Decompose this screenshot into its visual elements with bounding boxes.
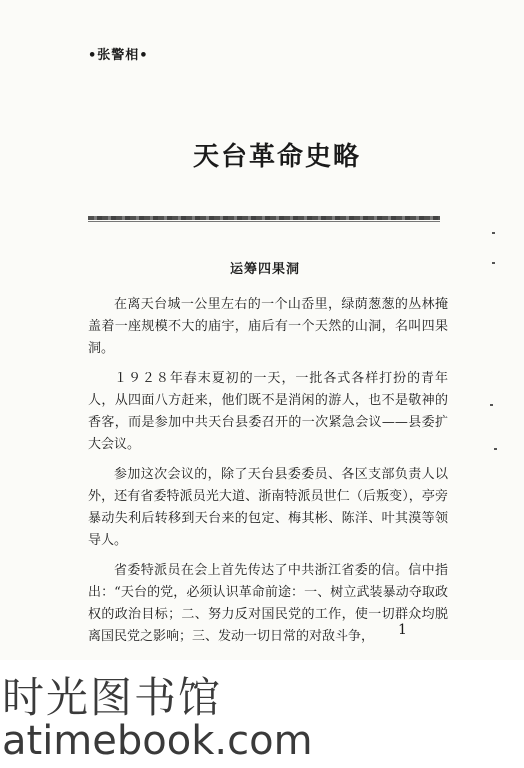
body-text — [88, 294, 448, 656]
paragraph-3: 参加这次会议的，除了天台县委委员、各区支部负责人以外，还有省委特派员光大道、浙南特派员世仁（后叛变），亭旁暴动失利后转移到天台来的包定、梅其彬、陈洋、叶其漠等领导人。 — [88, 467, 448, 548]
paragraph-4: 省委特派员在会上首先传达了中共浙江省委的信。信中指出：“天台的党，必须认识革命前途：一、树立武装暴动夺取政权的政治目标；二、努力反对国民党的工作，使一切群众均脱离国民党之影响；三、发动一切日常的对敌斗争， — [88, 563, 448, 644]
author-byline: •张警相• — [88, 48, 149, 63]
section-heading: 运筹四果洞 — [229, 262, 300, 277]
scan-speck — [494, 448, 497, 450]
watermark-text-url: atimebook.com — [2, 718, 313, 764]
title-divider — [88, 216, 440, 220]
scan-speck — [492, 262, 495, 264]
scan-speck — [492, 232, 495, 234]
title-divider-thin — [88, 221, 440, 222]
paragraph-1: 在离天台城一公里左右的一个山岙里，绿荫葱葱的丛林掩盖着一座规模不大的庙宇，庙后有一个天然的山洞，名叫四果洞。 — [88, 297, 448, 356]
page-title: 天台革命史略 — [192, 142, 361, 172]
page-number: 1 — [398, 622, 407, 638]
scan-speck — [490, 404, 493, 406]
watermark-text-chinese: 时光图书馆 — [2, 673, 223, 722]
paragraph-2: １９２８年春末夏初的一天，一批各式各样打扮的青年人，从四面八方赶来，他们既不是消闲的游人，也不是敬神的香客，而是参加中共天台县委召开的一次紧急会议——县委扩大会议。 — [88, 371, 448, 452]
